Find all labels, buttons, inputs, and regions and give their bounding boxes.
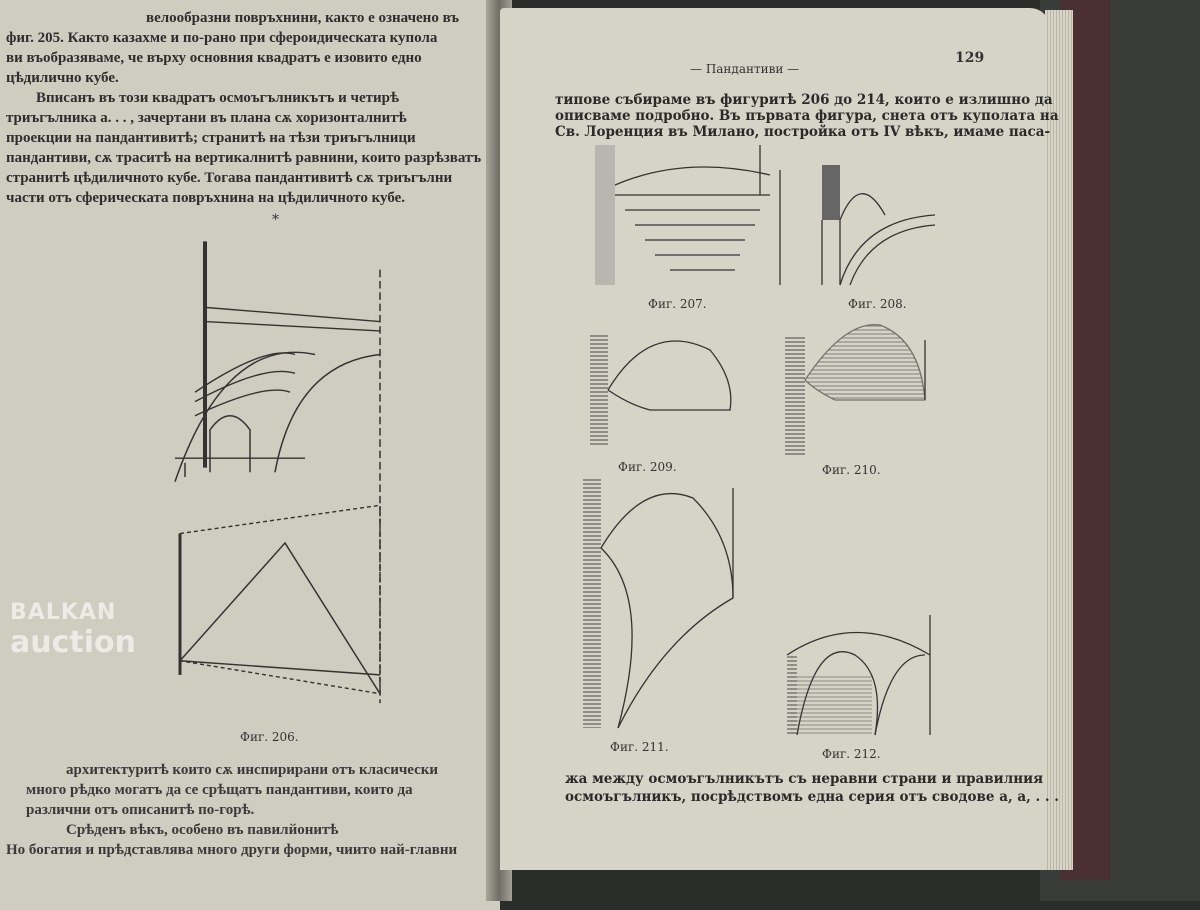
text-line: осмоъгълникъ, посрѣдствомъ една серия отъ сводове а, а, . . . [565,789,1059,805]
text-line: жа между осмоъгълникътъ съ неравни страни и правилния [565,771,1044,787]
text-line: Св. Лоренция въ Милано, постройка отъ IV вѣкъ, имаме паса- [555,124,1051,140]
text-line: описваме подробно. Въ първата фигура, снета отъ куполата на [555,108,1059,124]
left-page-text [6,8,482,208]
text-line: Вписанъ въ този квадратъ осмоъгълникътъ и четирѣ [36,90,400,106]
text-line: различни отъ описанитѣ по-горѣ. [26,802,255,818]
text-line: пандантиви, сѫ траситѣ на вертикалнитѣ равнини, които разрѣзватъ [6,150,482,166]
figure-207 [595,145,785,290]
figure-206 [165,232,395,722]
figure-210-caption: Фиг. 210. [822,463,881,477]
watermark-line2: auction [10,625,136,660]
text-line: велообразни повръхнини, както е означено въ [146,10,460,26]
asterism: * [272,212,279,228]
figure-206-caption: Фиг. 206. [240,730,299,744]
text-line: ви въобразяваме, че върху основния квадратъ е изовито едно [6,50,422,66]
figure-212-caption: Фиг. 212. [822,747,881,761]
figure-207-caption: Фиг. 207. [648,297,707,311]
figure-209 [590,330,740,450]
text-line: фиг. 205. Както казахме и по-рано при сфероидическата купола [6,30,438,46]
text-line: проекции на пандантивитѣ; странитѣ на тѣзи триъгълници [6,130,416,146]
watermark-logo [10,600,136,660]
text-line: архитектуритѣ които сѫ инспирирани отъ класически [66,762,439,778]
figure-208-caption: Фиг. 208. [848,297,907,311]
figure-211 [583,478,743,733]
right-page-text [555,92,1059,140]
figure-212 [775,615,940,740]
watermark-line1: BALKAN [10,600,117,625]
text-line: Но богатия и прѣдставлява много други форми, чиито най-главни [6,842,458,858]
right-page-bottom-text [565,770,1059,806]
text-line: цѣдилично кубе. [6,70,119,86]
text-line: типове събираме въ фигуритѣ 206 до 214, които е излишно да [555,92,1053,108]
figure-209-caption: Фиг. 209. [618,460,677,474]
figure-211-caption: Фиг. 211. [610,740,669,754]
figure-208 [820,160,940,290]
running-head: — Пандантиви — [690,62,800,76]
page-number: 129 [955,50,985,66]
text-line: триъгълника а. . . , зачертани въ плана сѫ хоризонталнитѣ [6,110,407,126]
text-line: части отъ сферическата повръхнина на цѣдиличното кубе. [6,190,406,206]
left-page-bottom-text [6,760,482,860]
text-line: Срѣденъ вѣкъ, особено въ павилйонитѣ [66,822,339,838]
text-line: много рѣдко могатъ да се срѣщатъ пандантиви, които да [26,782,413,798]
text-line: странитѣ цѣдиличното кубе. Тогава пандантивитѣ сѫ триъгълни [6,170,453,186]
figure-210 [785,320,935,460]
